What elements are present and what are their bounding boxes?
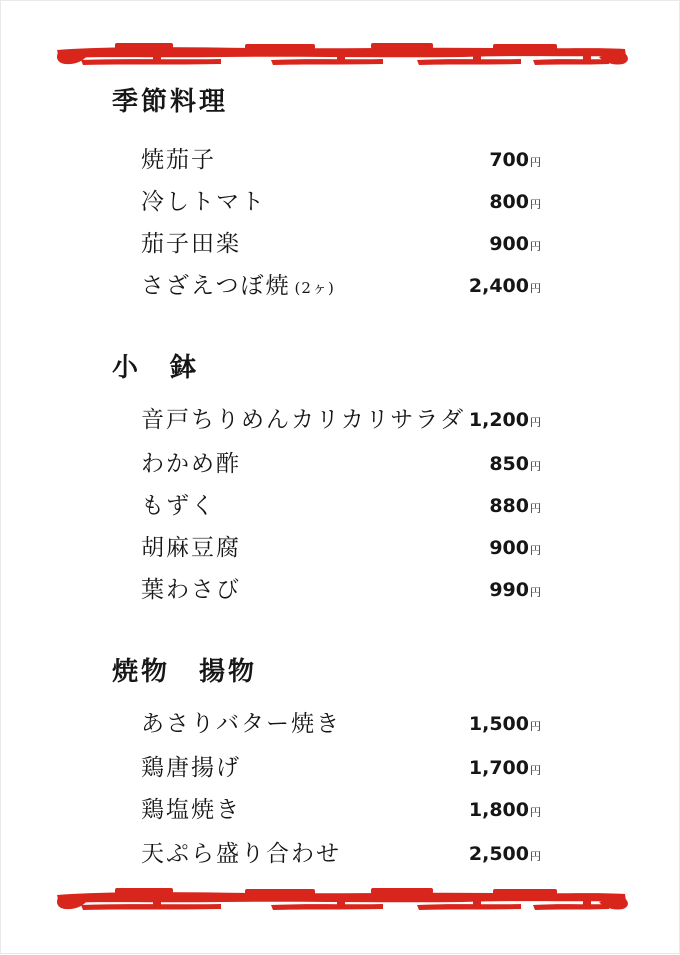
section-title: 小 鉢 [112,353,200,383]
menu-item [1,753,680,783]
menu-item [1,575,680,605]
item-price: 2,500円 [468,843,541,865]
menu-item [1,271,680,301]
item-name: 音戸ちりめんカリカリサラダ [141,407,466,433]
item-price: 900円 [489,233,541,255]
menu-item [1,839,680,869]
item-name: 鶏塩焼き [141,797,241,823]
item-name: もずく [141,493,216,519]
item-name: 胡麻豆腐 [141,535,241,561]
item-price: 850円 [489,453,541,475]
item-name: あさりバター焼き [141,711,341,737]
menu-item [1,709,680,739]
item-name: 茄子田楽 [141,231,241,257]
item-price: 1,800円 [468,799,541,821]
item-price: 700円 [489,149,541,171]
menu-item [1,449,680,479]
menu-item [1,491,680,521]
item-price: 990円 [489,579,541,601]
menu-item [1,795,680,825]
menu-item [1,533,680,563]
menu-content [1,1,680,955]
menu-item [1,229,680,259]
bottom-decorative-border [53,886,633,916]
item-name: 葉わさび [141,577,241,603]
item-name: 冷しトマト [141,189,266,215]
item-price: 2,400円 [468,275,541,297]
item-price: 800円 [489,191,541,213]
item-price: 1,200円 [468,409,541,431]
item-name: わかめ酢 [141,451,241,477]
item-name: 焼茄子 [141,147,216,173]
item-name: 天ぷら盛り合わせ [141,841,341,867]
item-name: さざえつぼ焼 (2ヶ) [141,273,335,299]
menu-item [1,145,680,175]
menu-item [1,187,680,217]
item-price: 1,700円 [468,757,541,779]
item-note: (2ヶ) [294,279,335,297]
item-price: 900円 [489,537,541,559]
item-name: 鶏唐揚げ [141,755,241,781]
menu-item [1,405,680,435]
section-title: 季節料理 [112,87,229,117]
item-price: 880円 [489,495,541,517]
item-price: 1,500円 [468,713,541,735]
section-title: 焼物 揚物 [112,657,258,687]
